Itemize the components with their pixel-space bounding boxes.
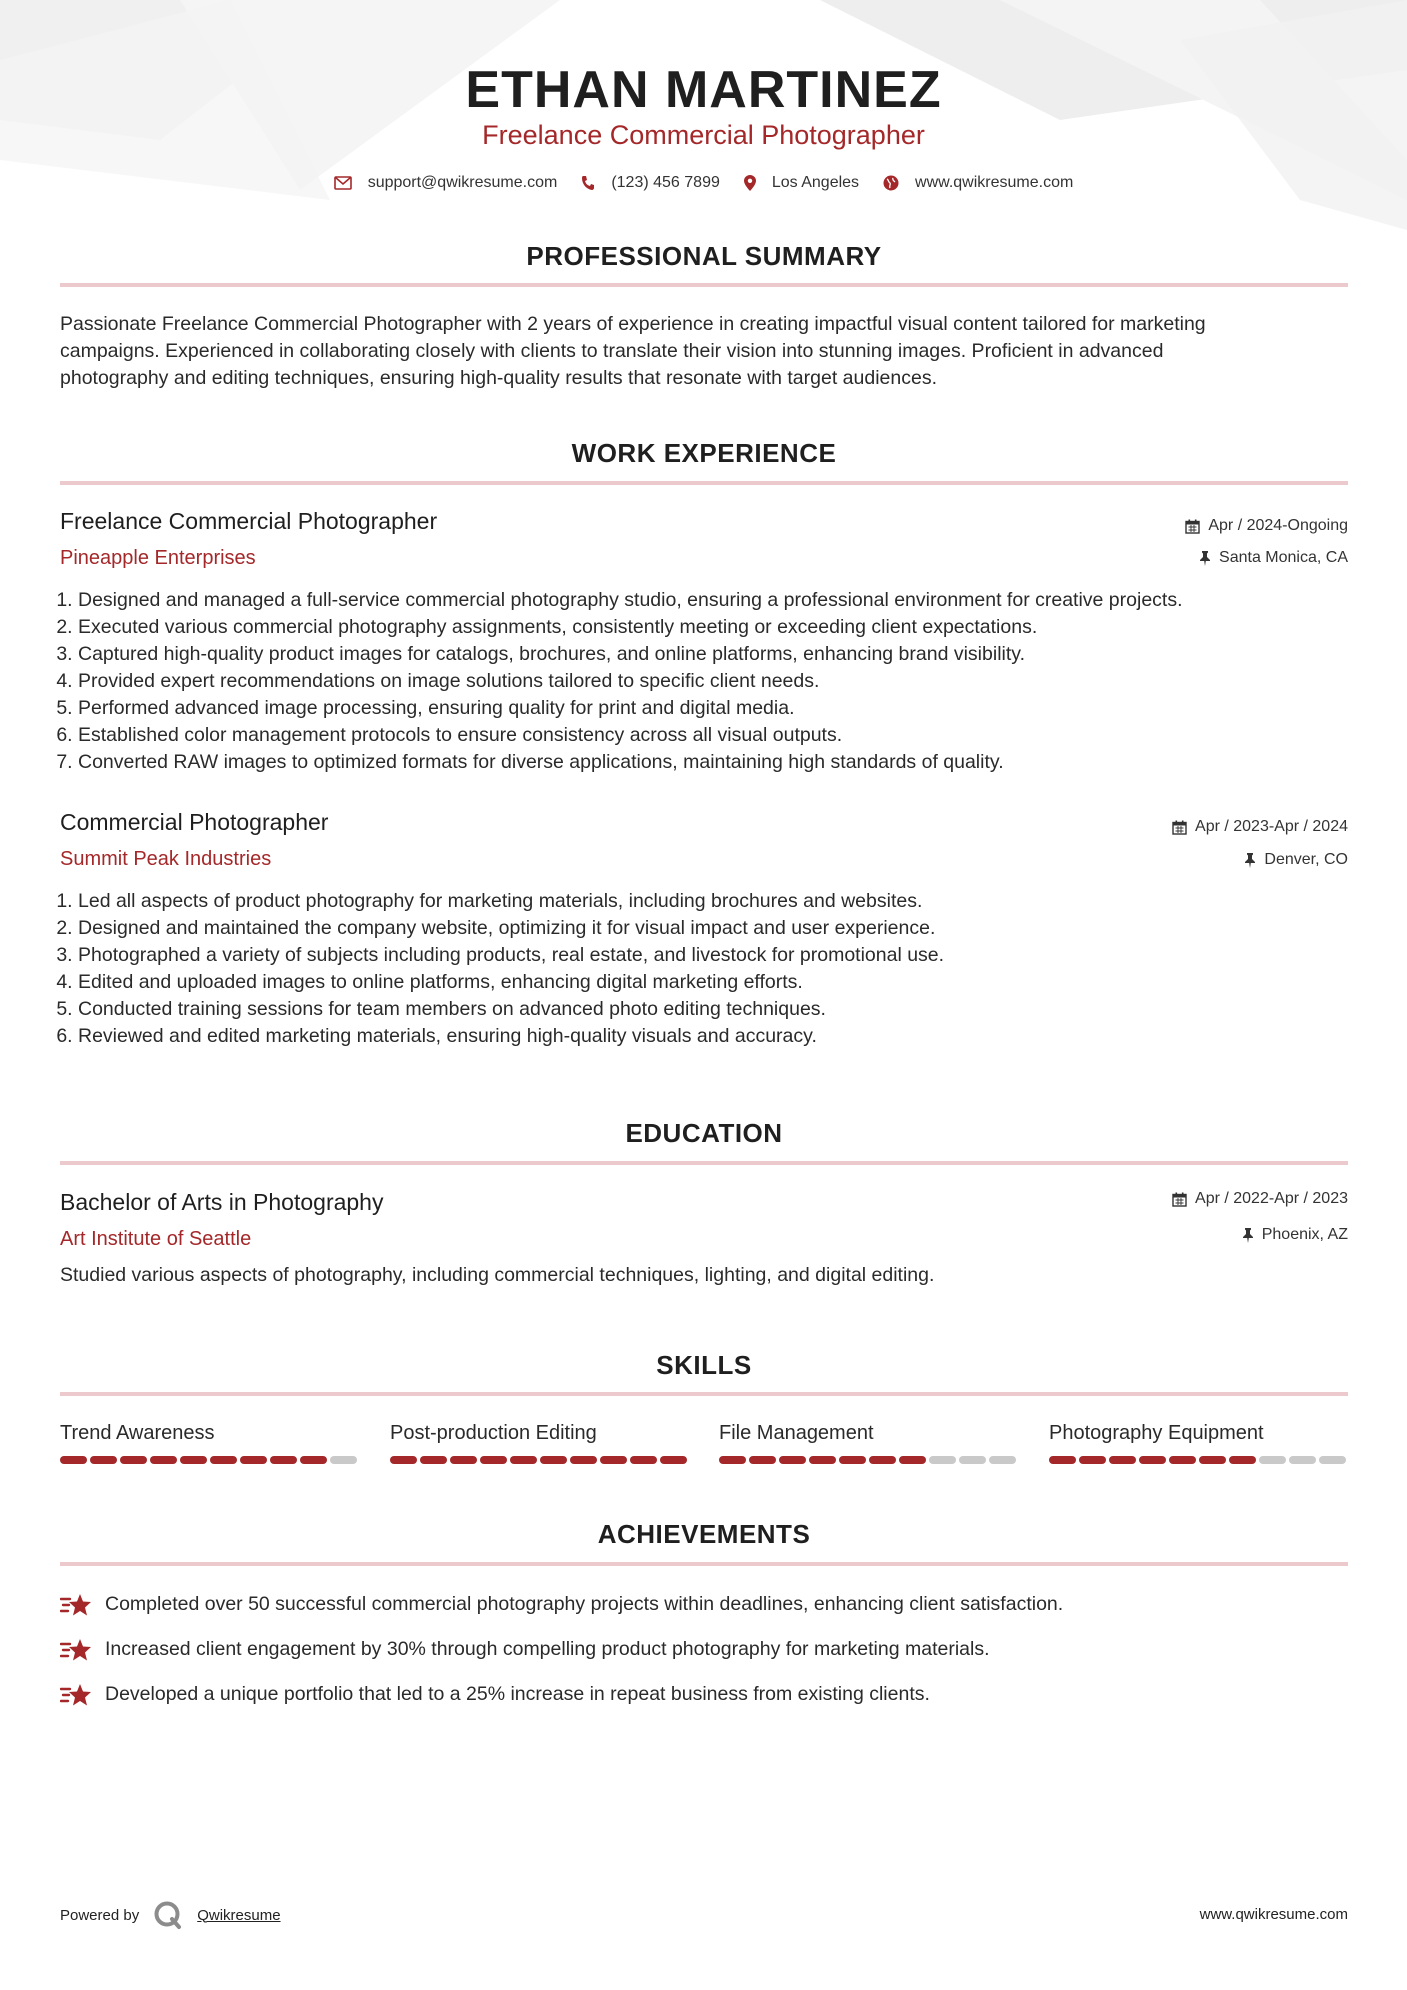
- skill-segment-filled: [180, 1456, 207, 1464]
- skill-segment-filled: [1109, 1456, 1136, 1464]
- skill-segment-filled: [809, 1456, 836, 1464]
- dates-text: Apr / 2022-Apr / 2023: [1195, 1190, 1348, 1207]
- skill-segment-filled: [420, 1456, 447, 1464]
- qwikresume-logo-icon: [153, 1900, 183, 1930]
- skill-item: [390, 1420, 690, 1464]
- summary-line: campaigns. Experienced in collaborating closely with clients to translate their vision into stunning images. Proficient in advanced: [60, 340, 1164, 362]
- list-item: 5. Conducted training sessions for team members on advanced photo editing techniques.: [78, 996, 1378, 1023]
- skill-segment-filled: [540, 1456, 567, 1464]
- skill-name: Trend Awareness: [60, 1422, 215, 1444]
- summary-line: photography and editing techniques, ensuring high-quality results that resonate with target audiences.: [60, 367, 937, 389]
- skill-segment-filled: [719, 1456, 746, 1464]
- map-pin-icon: [744, 175, 756, 191]
- section-divider: [60, 1562, 1348, 1566]
- skill-segment-filled: [570, 1456, 597, 1464]
- skill-segment-filled: [150, 1456, 177, 1464]
- summary-text: [60, 311, 1348, 392]
- achievement-text: Developed a unique portfolio that led to a 25% increase in repeat business from existing clients.: [105, 1683, 930, 1705]
- skill-segment-filled: [90, 1456, 117, 1464]
- skill-name: Photography Equipment: [1049, 1422, 1264, 1444]
- shooting-star-icon: [60, 1682, 93, 1708]
- section-title-achievements: ACHIEVEMENTS: [597, 1519, 811, 1549]
- skill-segment-filled: [869, 1456, 896, 1464]
- skill-segment-filled: [839, 1456, 866, 1464]
- list-item: 4. Provided expert recommendations on image solutions tailored to specific client needs.: [78, 668, 1378, 695]
- calendar-icon: [1172, 1192, 1187, 1207]
- section-title-education: EDUCATION: [625, 1118, 783, 1148]
- list-item: 5. Performed advanced image processing, ensuring quality for print and digital media.: [78, 695, 1378, 722]
- phone-text: (123) 456 7899: [611, 174, 720, 191]
- skill-segment-filled: [1139, 1456, 1166, 1464]
- calendar-icon: [1172, 820, 1187, 835]
- section-title-skills: SKILLS: [656, 1350, 752, 1380]
- skill-segment-filled: [899, 1456, 926, 1464]
- list-item: 4. Edited and uploaded images to online platforms, enhancing digital marketing efforts.: [78, 969, 1378, 996]
- section-divider: [60, 481, 1348, 485]
- job-title: Commercial Photographer: [60, 809, 329, 835]
- skill-segment-filled: [660, 1456, 687, 1464]
- skill-item: [719, 1420, 1019, 1464]
- list-item: 6. Established color management protocols to ensure consistency across all visual outputs.: [78, 722, 1378, 749]
- skill-segment-empty: [1319, 1456, 1346, 1464]
- envelope-icon: [334, 176, 352, 190]
- dates-text: Apr / 2024-Ongoing: [1208, 517, 1348, 534]
- achievement-item: [60, 1636, 1350, 1663]
- skill-level-bar: [390, 1456, 690, 1464]
- skill-segment-filled: [1169, 1456, 1196, 1464]
- list-item: 3. Captured high-quality product images for catalogs, brochures, and online platforms, enhancing brand visibility.: [78, 641, 1378, 668]
- skill-segment-filled: [1229, 1456, 1256, 1464]
- section-divider: [60, 1161, 1348, 1165]
- skill-segment-filled: [600, 1456, 627, 1464]
- job-location: [1244, 849, 1348, 871]
- skill-segment-empty: [959, 1456, 986, 1464]
- globe-icon: [883, 175, 899, 191]
- education-dates: [1172, 1188, 1348, 1210]
- calendar-icon: [1185, 519, 1200, 534]
- achievement-item: [60, 1591, 1350, 1618]
- achievement-item: [60, 1681, 1350, 1708]
- skill-segment-empty: [1259, 1456, 1286, 1464]
- dates-text: Apr / 2023-Apr / 2024: [1195, 818, 1348, 835]
- skill-segment-filled: [270, 1456, 297, 1464]
- footer-powered-by: [60, 1900, 281, 1930]
- job-dates: [1172, 816, 1348, 838]
- footer-website[interactable]: www.qwikresume.com: [1199, 1906, 1348, 1923]
- skill-item: [1049, 1420, 1349, 1464]
- contact-phone[interactable]: [581, 172, 720, 194]
- contact-email[interactable]: [334, 172, 558, 194]
- list-item: 3. Photographed a variety of subjects including products, real estate, and livestock for promotional use.: [78, 942, 1378, 969]
- job-bullet-list: [60, 587, 1378, 776]
- section-title-experience: WORK EXPERIENCE: [571, 438, 837, 468]
- skill-segment-filled: [510, 1456, 537, 1464]
- list-item: 2. Executed various commercial photography assignments, consistently meeting or exceeding client expectations.: [78, 614, 1378, 641]
- skill-segment-filled: [1049, 1456, 1076, 1464]
- website-text: www.qwikresume.com: [915, 174, 1074, 191]
- skill-segment-filled: [779, 1456, 806, 1464]
- skill-segment-filled: [210, 1456, 237, 1464]
- skill-segment-filled: [1079, 1456, 1106, 1464]
- skill-segment-empty: [330, 1456, 357, 1464]
- list-item: 7. Converted RAW images to optimized formats for diverse applications, maintaining high standards of quality.: [78, 749, 1378, 776]
- location-text: Los Angeles: [771, 174, 860, 191]
- location-text: Phoenix, AZ: [1261, 1226, 1348, 1243]
- school-name: Art Institute of Seattle: [60, 1228, 252, 1250]
- job-dates: [1185, 515, 1348, 537]
- list-item: 2. Designed and maintained the company website, optimizing it for visual impact and user experience.: [78, 915, 1378, 942]
- location-text: Denver, CO: [1264, 851, 1348, 868]
- education-description: Studied various aspects of photography, including commercial techniques, lighting, and digital editing.: [60, 1264, 935, 1286]
- section-divider: [60, 1392, 1348, 1396]
- section-divider: [60, 283, 1348, 287]
- powered-by-label: Powered by: [60, 1906, 140, 1924]
- skill-segment-filled: [60, 1456, 87, 1464]
- skill-item: [60, 1420, 360, 1464]
- skill-segment-filled: [480, 1456, 507, 1464]
- skill-segment-filled: [749, 1456, 776, 1464]
- qwikresume-link[interactable]: Qwikresume: [197, 1906, 281, 1924]
- skill-segment-filled: [630, 1456, 657, 1464]
- skill-segment-filled: [120, 1456, 147, 1464]
- email-text: support@qwikresume.com: [367, 174, 558, 191]
- achievement-text: Increased client engagement by 30% through compelling product photography for marketing materials.: [105, 1638, 990, 1660]
- shooting-star-icon: [60, 1592, 93, 1618]
- list-item: 6. Reviewed and edited marketing materials, ensuring high-quality visuals and accuracy.: [78, 1023, 1378, 1050]
- candidate-title: Freelance Commercial Photographer: [482, 120, 925, 150]
- skill-segment-filled: [450, 1456, 477, 1464]
- skill-segment-filled: [390, 1456, 417, 1464]
- skill-segment-filled: [300, 1456, 327, 1464]
- skill-level-bar: [719, 1456, 1019, 1464]
- skill-segment-empty: [989, 1456, 1016, 1464]
- skill-level-bar: [60, 1456, 360, 1464]
- list-item: 1. Designed and managed a full-service commercial photography studio, ensuring a professional environment for creative projects.: [78, 587, 1378, 614]
- location-text: Santa Monica, CA: [1219, 549, 1348, 566]
- pushpin-icon: [1199, 551, 1211, 566]
- contact-bar: [0, 172, 1407, 194]
- skill-segment-filled: [1199, 1456, 1226, 1464]
- pushpin-icon: [1242, 1228, 1254, 1243]
- phone-icon: [581, 175, 595, 191]
- candidate-name: ETHAN MARTINEZ: [465, 61, 942, 119]
- pushpin-icon: [1244, 853, 1256, 868]
- contact-location: [744, 172, 859, 194]
- company-name: Pineapple Enterprises: [60, 547, 256, 569]
- section-title-summary: PROFESSIONAL SUMMARY: [526, 241, 882, 271]
- education-location: [1242, 1224, 1348, 1246]
- contact-website[interactable]: [883, 172, 1073, 194]
- job-bullet-list: [60, 888, 1378, 1050]
- achievement-text: Completed over 50 successful commercial photography projects within deadlines, enhancing client satisfaction.: [105, 1593, 1064, 1615]
- summary-line: Passionate Freelance Commercial Photographer with 2 years of experience in creating impactful visual content tailored for marketing: [60, 313, 1206, 335]
- skill-name: File Management: [719, 1422, 874, 1444]
- list-item: 1. Led all aspects of product photography for marketing materials, including brochures and websites.: [78, 888, 1378, 915]
- skill-name: Post-production Editing: [390, 1422, 597, 1444]
- company-name: Summit Peak Industries: [60, 848, 272, 870]
- skill-level-bar: [1049, 1456, 1349, 1464]
- skill-segment-empty: [929, 1456, 956, 1464]
- degree-title: Bachelor of Arts in Photography: [60, 1189, 384, 1215]
- job-location: [1199, 547, 1348, 569]
- skill-segment-empty: [1289, 1456, 1316, 1464]
- shooting-star-icon: [60, 1637, 93, 1663]
- skill-segment-filled: [240, 1456, 267, 1464]
- job-title: Freelance Commercial Photographer: [60, 508, 438, 534]
